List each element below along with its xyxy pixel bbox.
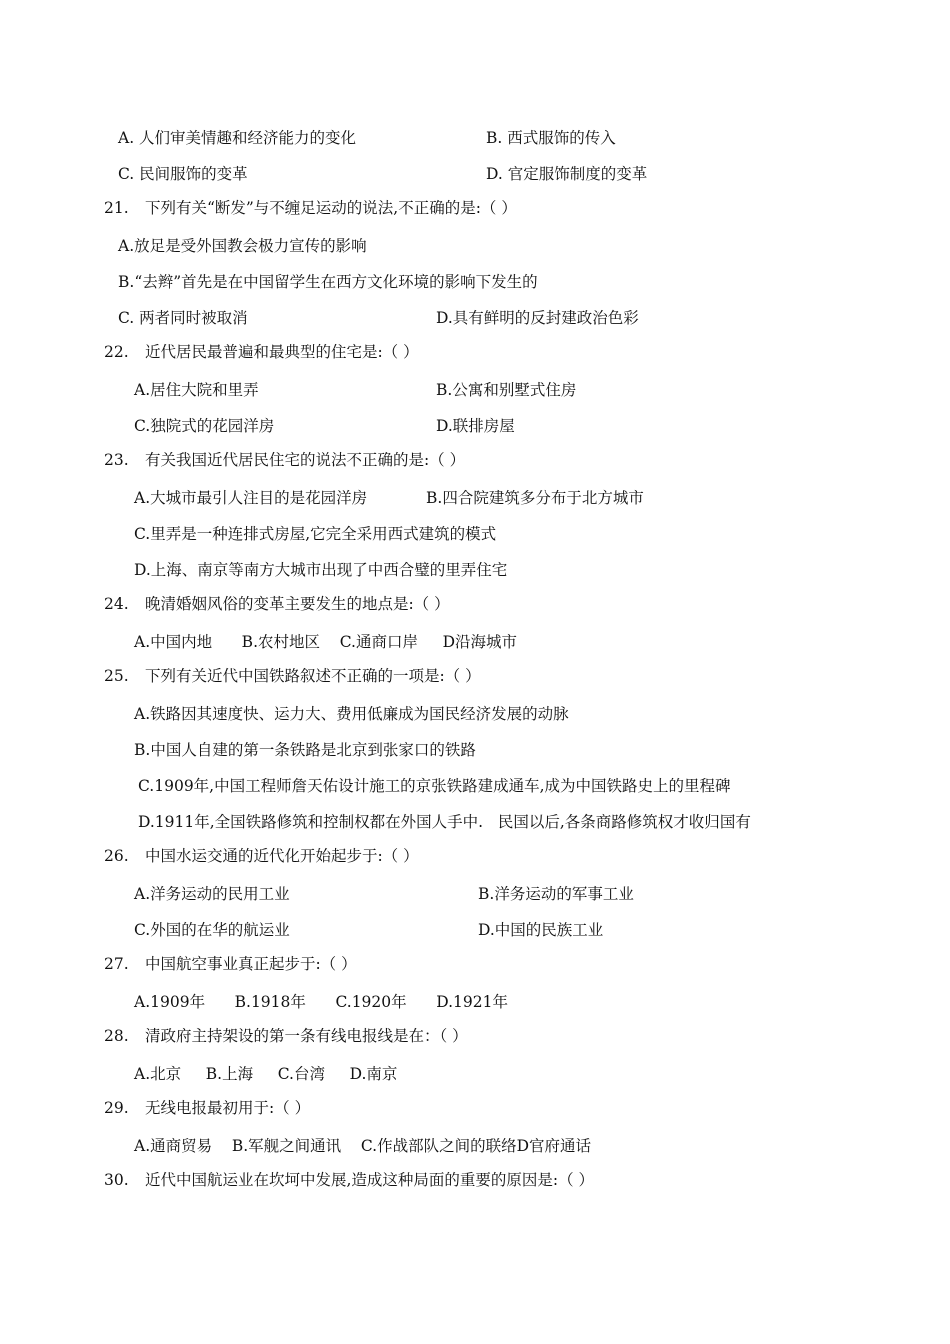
q21-number: 21.: [104, 199, 129, 217]
q24-stem: 晚清婚姻风俗的变革主要发生的地点是:（ ）: [144, 595, 450, 613]
q25-option-b: B.中国人自建的第一条铁路是北京到张家口的铁路: [134, 741, 476, 759]
q23-number: 23.: [104, 451, 129, 469]
q23-option-c: C.里弄是一种连排式房屋,它完全采用西式建筑的模式: [134, 525, 497, 543]
q29-options: A.通商贸易 B.军舰之间通讯 C.作战部队之间的联络D官府通话: [134, 1137, 592, 1155]
q26-number: 26.: [104, 847, 129, 865]
q30-number: 30.: [104, 1171, 129, 1189]
q29-stem-line: [104, 1098, 310, 1118]
q27-stem: 中国航空事业真正起步于:（ ）: [144, 955, 357, 973]
q25-stem: 下列有关近代中国铁路叙述不正确的一项是:（ ）: [144, 667, 481, 685]
q26-option-b: B.洋务运动的军事工业: [478, 885, 634, 903]
q25-option-d: D.1911年,全国铁路修筑和控制权都在外国人手中. 民国以后,各条商路修筑权才收归国有: [138, 813, 751, 831]
q25-option-a: A.铁路因其速度快、运力大、费用低廉成为国民经济发展的动脉: [134, 705, 569, 723]
q30-stem-line: [104, 1170, 594, 1190]
q22-stem: 近代居民最普遍和最典型的住宅是:（ ）: [144, 343, 419, 361]
q25-stem-line: [104, 666, 481, 686]
q26-option-a: A.洋务运动的民用工业: [134, 885, 290, 903]
q27-options: A.1909年 B.1918年 C.1920年 D.1921年: [134, 993, 508, 1011]
q20-option-d: D. 官定服饰制度的变革: [486, 165, 648, 183]
q20-option-a: A. 人们审美情趣和经济能力的变化: [118, 129, 357, 147]
q29-stem: 无线电报最初用于:（ ）: [144, 1099, 311, 1117]
q28-stem: 清政府主持架设的第一条有线电报线是在：（ ）: [144, 1027, 468, 1045]
q23-option-d: D.上海、南京等南方大城市出现了中西合璧的里弄住宅: [134, 561, 508, 579]
q22-stem-line: [104, 342, 419, 362]
q22-number: 22.: [104, 343, 129, 361]
q26-option-d: D.中国的民族工业: [478, 921, 604, 939]
q30-stem: 近代中国航运业在坎坷中发展,造成这种局面的重要的原因是:（ ）: [144, 1171, 595, 1189]
q23-stem: 有关我国近代居民住宅的说法不正确的是:（ ）: [144, 451, 466, 469]
q24-number: 24.: [104, 595, 129, 613]
q24-options: A.中国内地 B.农村地区 C.通商口岸 D沿海城市: [134, 633, 518, 651]
q24-stem-line: [104, 594, 450, 614]
q22-option-d: D.联排房屋: [436, 417, 515, 435]
q23-option-a: A.大城市最引人注目的是花园洋房: [134, 489, 368, 507]
q27-number: 27.: [104, 955, 129, 973]
q26-option-c: C.外国的在华的航运业: [134, 921, 290, 939]
q23-stem-line: [104, 450, 465, 470]
q21-stem: 下列有关“断发”与不缠足运动的说法,不正确的是:（ ）: [144, 199, 517, 217]
q29-number: 29.: [104, 1099, 129, 1117]
q26-stem-line: [104, 846, 419, 866]
q22-option-b: B.公寓和别墅式住房: [436, 381, 577, 399]
q25-number: 25.: [104, 667, 129, 685]
q23-option-b: B.四合院建筑多分布于北方城市: [426, 489, 644, 507]
q28-stem-line: [104, 1026, 468, 1046]
q21-option-d: D.具有鲜明的反封建政治色彩: [436, 309, 639, 327]
q21-option-c: C. 两者同时被取消: [118, 309, 248, 327]
q22-option-c: C.独院式的花园洋房: [134, 417, 275, 435]
q21-option-b: B.“去辫”首先是在中国留学生在西方文化环境的影响下发生的: [118, 273, 538, 291]
q20-option-b: B. 西式服饰的传入: [486, 129, 616, 147]
q28-number: 28.: [104, 1027, 129, 1045]
q26-stem: 中国水运交通的近代化开始起步于:（ ）: [144, 847, 419, 865]
q22-option-a: A.居住大院和里弄: [134, 381, 259, 399]
q27-stem-line: [104, 954, 357, 974]
q25-option-c: C.1909年,中国工程师詹天佑设计施工的京张铁路建成通车,成为中国铁路史上的里程碑: [138, 777, 731, 795]
q28-options: A.北京 B.上海 C.台湾 D.南京: [134, 1065, 398, 1083]
q20-option-c: C. 民间服饰的变革: [118, 165, 248, 183]
q21-option-a: A.放足是受外国教会极力宣传的影响: [118, 237, 367, 255]
q21-stem-line: [104, 198, 517, 218]
